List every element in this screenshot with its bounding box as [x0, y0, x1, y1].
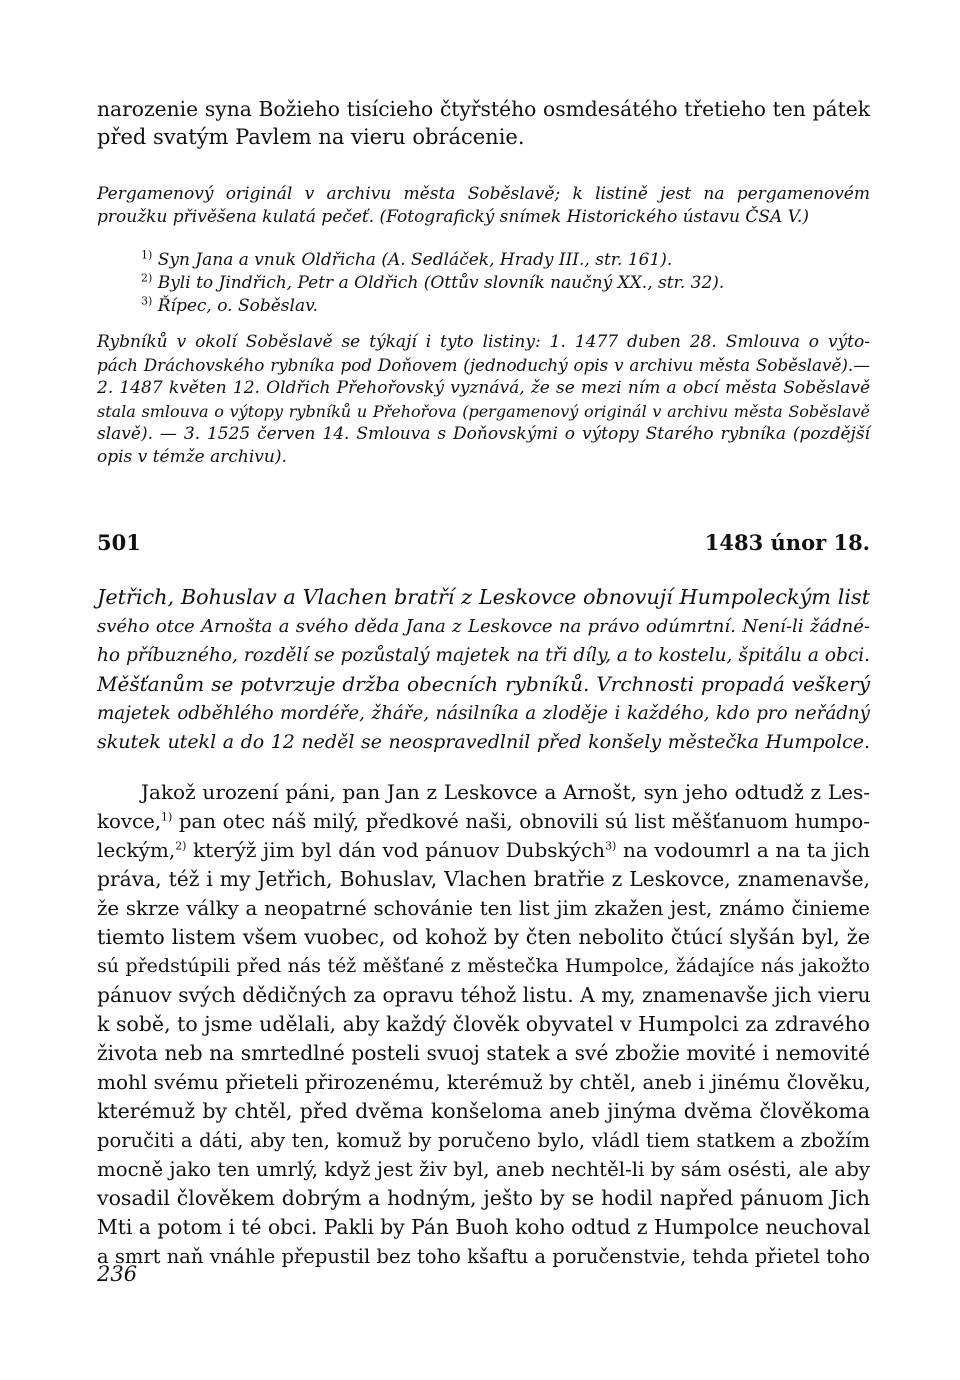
body-line: poručiti a dáti, aby ten, komuž by poručeno bylo, vládl tiem statkem a zbožím	[97, 1129, 870, 1152]
related-note-line: pách Dráchovského rybníka pod Doňovem (jednoduchý opis v archivu města Soběslavě).—	[97, 355, 870, 375]
body-line: vosadil člověkem dobrým a hodným, ješto by se hodil napřed pánuom Jich	[97, 1186, 870, 1210]
body-line: Jakož urození páni, pan Jan z Leskovce a Arnošt, syn jeho odtudž z Les-	[141, 780, 870, 804]
regest-line: majetek odběhlého mordéře, žháře, násilníka a zloděje i každého, kdo pro neřádný	[97, 703, 870, 724]
body-line: leckým,$^{2)}$ kterýž jim byl dán vod pánuov Dubských$^{3)}$ na vodoumrl a na ta jich	[97, 838, 870, 862]
intro-line: narozenie syna Božieho tisícieho čtyřstého osmdesátého třetieho ten pátek	[97, 97, 870, 121]
body-line: sú předstúpili před nás též měšťané z městečka Humpolce, žádajíce nás jakožto	[97, 955, 870, 977]
body-line: tiemto listem všem vuobec, od kohož by čten nebolito čtúcí slyšán byl, že	[97, 925, 870, 949]
footnote-reference: 3)	[605, 839, 617, 853]
body-line: Mti a potom i té obci. Pakli by Pán Buoh koho odtud z Humpolce neuchoval	[97, 1215, 870, 1239]
footnote-reference: 1)	[161, 810, 173, 824]
regest-line: Měšťanům se potvrzuje držba obecních rybníků. Vrchnosti propadá veškerý	[97, 672, 870, 696]
regest-line: Jetřich, Bohuslav a Vlachen bratří z Leskovce obnovují Humpoleckým list	[97, 585, 870, 609]
footnote	[97, 249, 870, 272]
body-line: kterémuž by chtěl, před dvěma konšeloma aneb jinýma dvěma člověkoma	[97, 1099, 870, 1123]
source-note	[97, 183, 870, 229]
related-note-line: Rybníků v okolí Soběslavě se týkají i tyto listiny: 1. 1477 duben 28. Smlouva o výto-	[97, 332, 870, 352]
footnote-mark: 3)	[141, 294, 153, 308]
related-note-line: slavě). — 3. 1525 červen 14. Smlouva s Doňovskými o výtopy Starého rybníka (pozdější	[97, 424, 870, 444]
regest-line: svého otce Arnošta a svého děda Jana z Leskovce na právo odúmrtní. Není-li žádné-	[97, 616, 870, 637]
footnote-text: Řípec, o. Soběslav.	[152, 296, 319, 316]
body-line: kovce,$^{1)}$ pan otec náš milý, předkové naši, obnovili sú list měšťanuom humpo-	[97, 810, 870, 833]
body-line: k sobě, to jsme udělali, aby každý člověk obyvatel v Humpolci za zdravého	[97, 1012, 870, 1036]
body-line: mocně jako ten umrlý, když jest živ byl, aneb nechtěl-li by sám osésti, ale aby	[97, 1158, 870, 1181]
page-number: 236	[97, 1262, 138, 1286]
body-line: pánuov svých dědičných za opravu téhož listu. A my, znamenavše jich vieru	[97, 983, 871, 1007]
footnote-mark: 2)	[141, 271, 153, 285]
body-line: práva, též i my Jetřich, Bohuslav, Vlachen bratřie z Leskovce, znamenavše,	[97, 867, 870, 891]
footnote-reference: 2)	[175, 839, 187, 853]
document-body	[97, 778, 870, 1271]
related-note-line: opis v témže archivu).	[97, 447, 287, 467]
footnote	[97, 272, 870, 295]
footnote	[97, 295, 870, 318]
document-date: 1483 únor 18.	[704, 530, 870, 555]
body-line: a smrt naň vnáhle přepustil bez toho kšaftu a poručenstvie, tehda přietel toho	[97, 1245, 870, 1268]
source-note-line: proužku přivěšena kulatá pečeť. (Fotografický snímek Historického ústavu ČSA V.)	[97, 207, 810, 227]
regest-line: ho příbuzného, rozdělí se pozůstalý majetek na tři díly, a to kostelu, špitálu a obci.	[97, 645, 870, 666]
footnotes	[97, 249, 870, 318]
document-number: 501	[97, 530, 141, 555]
footnote-text: Syn Jana a vnuk Oldřicha (A. Sedláček, Hrady III., str. 161).	[152, 250, 673, 270]
source-note-line: Pergamenový originál v archivu města Soběslavě; k listině jest na pergamenovém	[97, 184, 870, 204]
body-line: že skrze války a neopatrné schovánie ten list jim zkažen jest, známo činieme	[97, 897, 870, 920]
footnote-text: Byli to Jindřich, Petr a Oldřich (Ottův slovník naučný XX., str. 32).	[152, 273, 725, 293]
regest	[97, 583, 870, 757]
related-note	[97, 331, 870, 469]
related-note-line: stala smlouva o výtopy rybníků u Přehořova (pergamenový originál v archivu města Soběslavě	[97, 402, 870, 421]
footnote-mark: 1)	[141, 248, 153, 262]
intro-paragraph	[97, 95, 870, 151]
regest-line: skutek utekl a do 12 neděl se neospravedlnil před konšely městečka Humpolce.	[97, 731, 870, 753]
intro-line: před svatým Pavlem na vieru obrácenie.	[97, 125, 525, 149]
body-line: života neb na smrtedlné posteli svuoj statek a své zbožie movité i nemovité	[97, 1041, 870, 1065]
related-note-line: 2. 1487 květen 12. Oldřich Přehořovský vyznává, že se mezi ním a obcí města Soběslavě	[97, 378, 870, 398]
body-line: mohl svému přieteli přirozenému, kterémuž by chtěl, aneb i jinému člověku,	[97, 1070, 871, 1094]
